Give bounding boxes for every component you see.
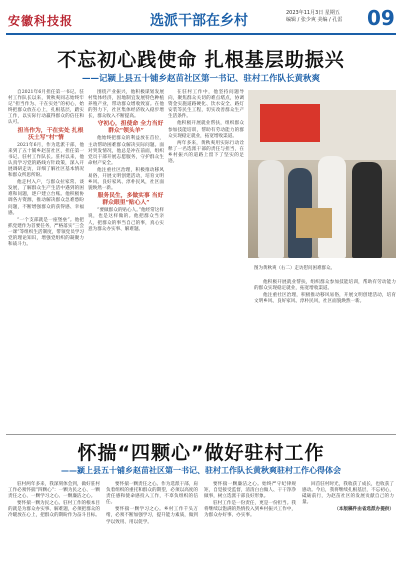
- paragraph: 围绕产业振兴，他积极谋划发展村集体经济，因地制宜发展特色种植养殖产业，带动群众增收致富。在他的努力下，社区集体经济收入稳步增长，群众收入不断提高。: [88, 90, 164, 120]
- paragraph: 他注重社区治理，积极推动移风易俗，开展文明创建活动，培育文明乡风、良好家风、淳朴民风，社区面貌焕然一新。: [254, 293, 396, 305]
- paragraph: “要做群众的贴心人。”他经常这样说，也是这样做的。他把群众当亲人，把群众的事当自己的事，真心实意为群众办实事、解难题。: [88, 208, 164, 232]
- paragraph: 他走村入户，与群众拉家常、谈发展，了解群众生产生活中遇到的困难和问题，逐户建立台账。他积极协调各方资源，推动解决群众急难愁盼问题，不断增强群众的获得感、幸福感。: [8, 180, 84, 216]
- article2-subheadline: ——颍上县五十铺乡赵苗社区第一书记、驻村工作队长黄秋爽驻村工作心得体会: [61, 466, 341, 475]
- paragraph: 要怀揣一颗责任之心。作为选派干部，肩负着组织的重托和群众的期望，必须以高度的责任感和使命感投入工作，不辜负组织的信任。: [106, 482, 198, 506]
- page-header: [0, 0, 402, 34]
- person-figure: [318, 156, 346, 258]
- article1-column-2: [88, 90, 164, 234]
- article1-column-3: [168, 90, 244, 166]
- article1-photo: [248, 90, 396, 258]
- paragraph: 回首驻村时光，我收获了成长，也收获了感动。今后，我将继续扎根基层，不忘初心，砥砺前行，为赵苗社区的发展贡献自己的力量。: [302, 482, 394, 506]
- paragraph: 要怀揣一颗为民之心。驻村工作的根本目的就是为群众办实事、解难题，必须把群众的冷暖放在心上，把群众的期盼作为奋斗目标。: [8, 501, 100, 519]
- gift-box: [296, 208, 332, 238]
- paragraph: 两年多来，黄秋爽用实际行动诠释了一名选派干部的责任与担当，在乡村振兴的道路上留下了坚实的足迹。: [168, 140, 244, 165]
- paragraph: 驻村两年多来，我深刻体会到，做好驻村工作必须怀揣“四颗心”：一颗为民之心、一颗责任之心、一颗学习之心、一颗廉洁之心。: [8, 482, 100, 500]
- source-note: （本版稿件由省选派办提供）: [334, 507, 394, 513]
- paragraph: 驻村工作是一份责任，更是一份担当。我将继续以饱满的热情投入到乡村振兴工作中，为群众办好事、办实事。: [204, 501, 296, 519]
- paragraph: 他注重社区治理，积极推动移风易俗，开展文明创建活动，培育文明乡风、良好家风、淳朴民风，社区面貌焕然一新。: [88, 167, 164, 192]
- page-number: 09: [367, 6, 395, 30]
- article2-column-4: [302, 482, 394, 514]
- section-subhead: 守初心，担使命 全力当好群众“领头羊”: [97, 121, 164, 135]
- section-subhead: 服务民生，多做实事 当好群众眼里“贴心人”: [97, 193, 164, 207]
- paragraph: 2021年6月，作为选派干部，他来到了五十铺乡赵苗社区，担任第一书记、驻村工作队长。驻村以来，他认真学习党的路线方针政策，深入开展调研走访，详细了解社区基本情况和群众所思所盼。: [8, 142, 84, 179]
- paragraph: 在驻村工作中，他坚持问题导向，聚焦群众关切的难点堵点，协调资金实施道路硬化、饮水安全、路灯安装等民生工程，切实改善群众生产生活条件。: [168, 90, 244, 120]
- article-divider: [6, 434, 396, 435]
- issue-meta: [286, 10, 342, 24]
- paragraph: 要怀揣一颗廉洁之心。始终严守纪律规矩，自觉接受监督，清清白白做人、干干净净做事，树立选派干部良好形象。: [204, 482, 296, 500]
- photo-red-banner: [260, 104, 320, 142]
- paragraph: 他积极开展就业帮扶，组织群众参加技能培训，帮助有劳动能力的群众实现稳定就业，拓宽增收渠道。: [254, 280, 396, 292]
- paragraph: 自2021年6月担任第一书记、驻村工作队长以来，黄秋爽同志始终牢记“担当作为、干在实处”的初心，始终把群众放在心上，扎根基层，踏实工作，以实际行动赢得群众的信任和认可。: [8, 90, 84, 126]
- header-rule: [6, 33, 396, 35]
- paragraph: 要怀揣一颗学习之心。乡村工作千头万绪，必须不断加强学习，提升能力素质，做到学以致用、用以促学。: [106, 507, 198, 525]
- article2-column-1: [8, 482, 100, 521]
- section-title: 选派干部在乡村: [150, 13, 248, 29]
- article2-headline: 怀揣“四颗心”做好驻村工作: [77, 442, 325, 464]
- article1-column-1: [8, 90, 84, 249]
- article2-column-3: [204, 482, 296, 521]
- paragraph: “一个支部就是一座堡垒”。他把抓党建作为首要任务，严格落实“三会一课”等组织生活制度，带领党员学习党的理论知识，增强党组织的凝聚力和战斗力。: [8, 217, 84, 248]
- person-figure: [258, 160, 284, 258]
- paragraph: 他始终把群众的利益放在首位，主动帮助困难群众解决实际问题。面对突发情况，他总是冲在前面，组织党员干部开展志愿服务，守护群众生命财产安全。: [88, 136, 164, 166]
- photo-caption: 图为黄秋爽（右二）走访慰问困难群众。: [254, 266, 335, 271]
- article1-column-4: [254, 280, 396, 306]
- issue-date: 2023年11月3日 星期五: [286, 10, 340, 16]
- paragraph: 他积极开展就业帮扶，组织群众参加技能培训，帮助有劳动能力的群众实现稳定就业，拓宽增收渠道。: [168, 121, 244, 139]
- article2-column-2: [106, 482, 198, 527]
- masthead: 安徽科技报: [8, 14, 74, 28]
- editor-credits: 编辑 / 张少爽 美编 / 孔雷: [286, 17, 343, 23]
- section-subhead: 担当作为，干在实处 扎根沃土写“村”情: [17, 127, 84, 141]
- article1-subheadline: ——记颍上县五十铺乡赵苗社区第一书记、驻村工作队长黄秋爽: [81, 74, 320, 84]
- person-figure: [352, 162, 382, 258]
- article1-headline: 不忘初心践使命 扎根基层助振兴: [57, 49, 345, 71]
